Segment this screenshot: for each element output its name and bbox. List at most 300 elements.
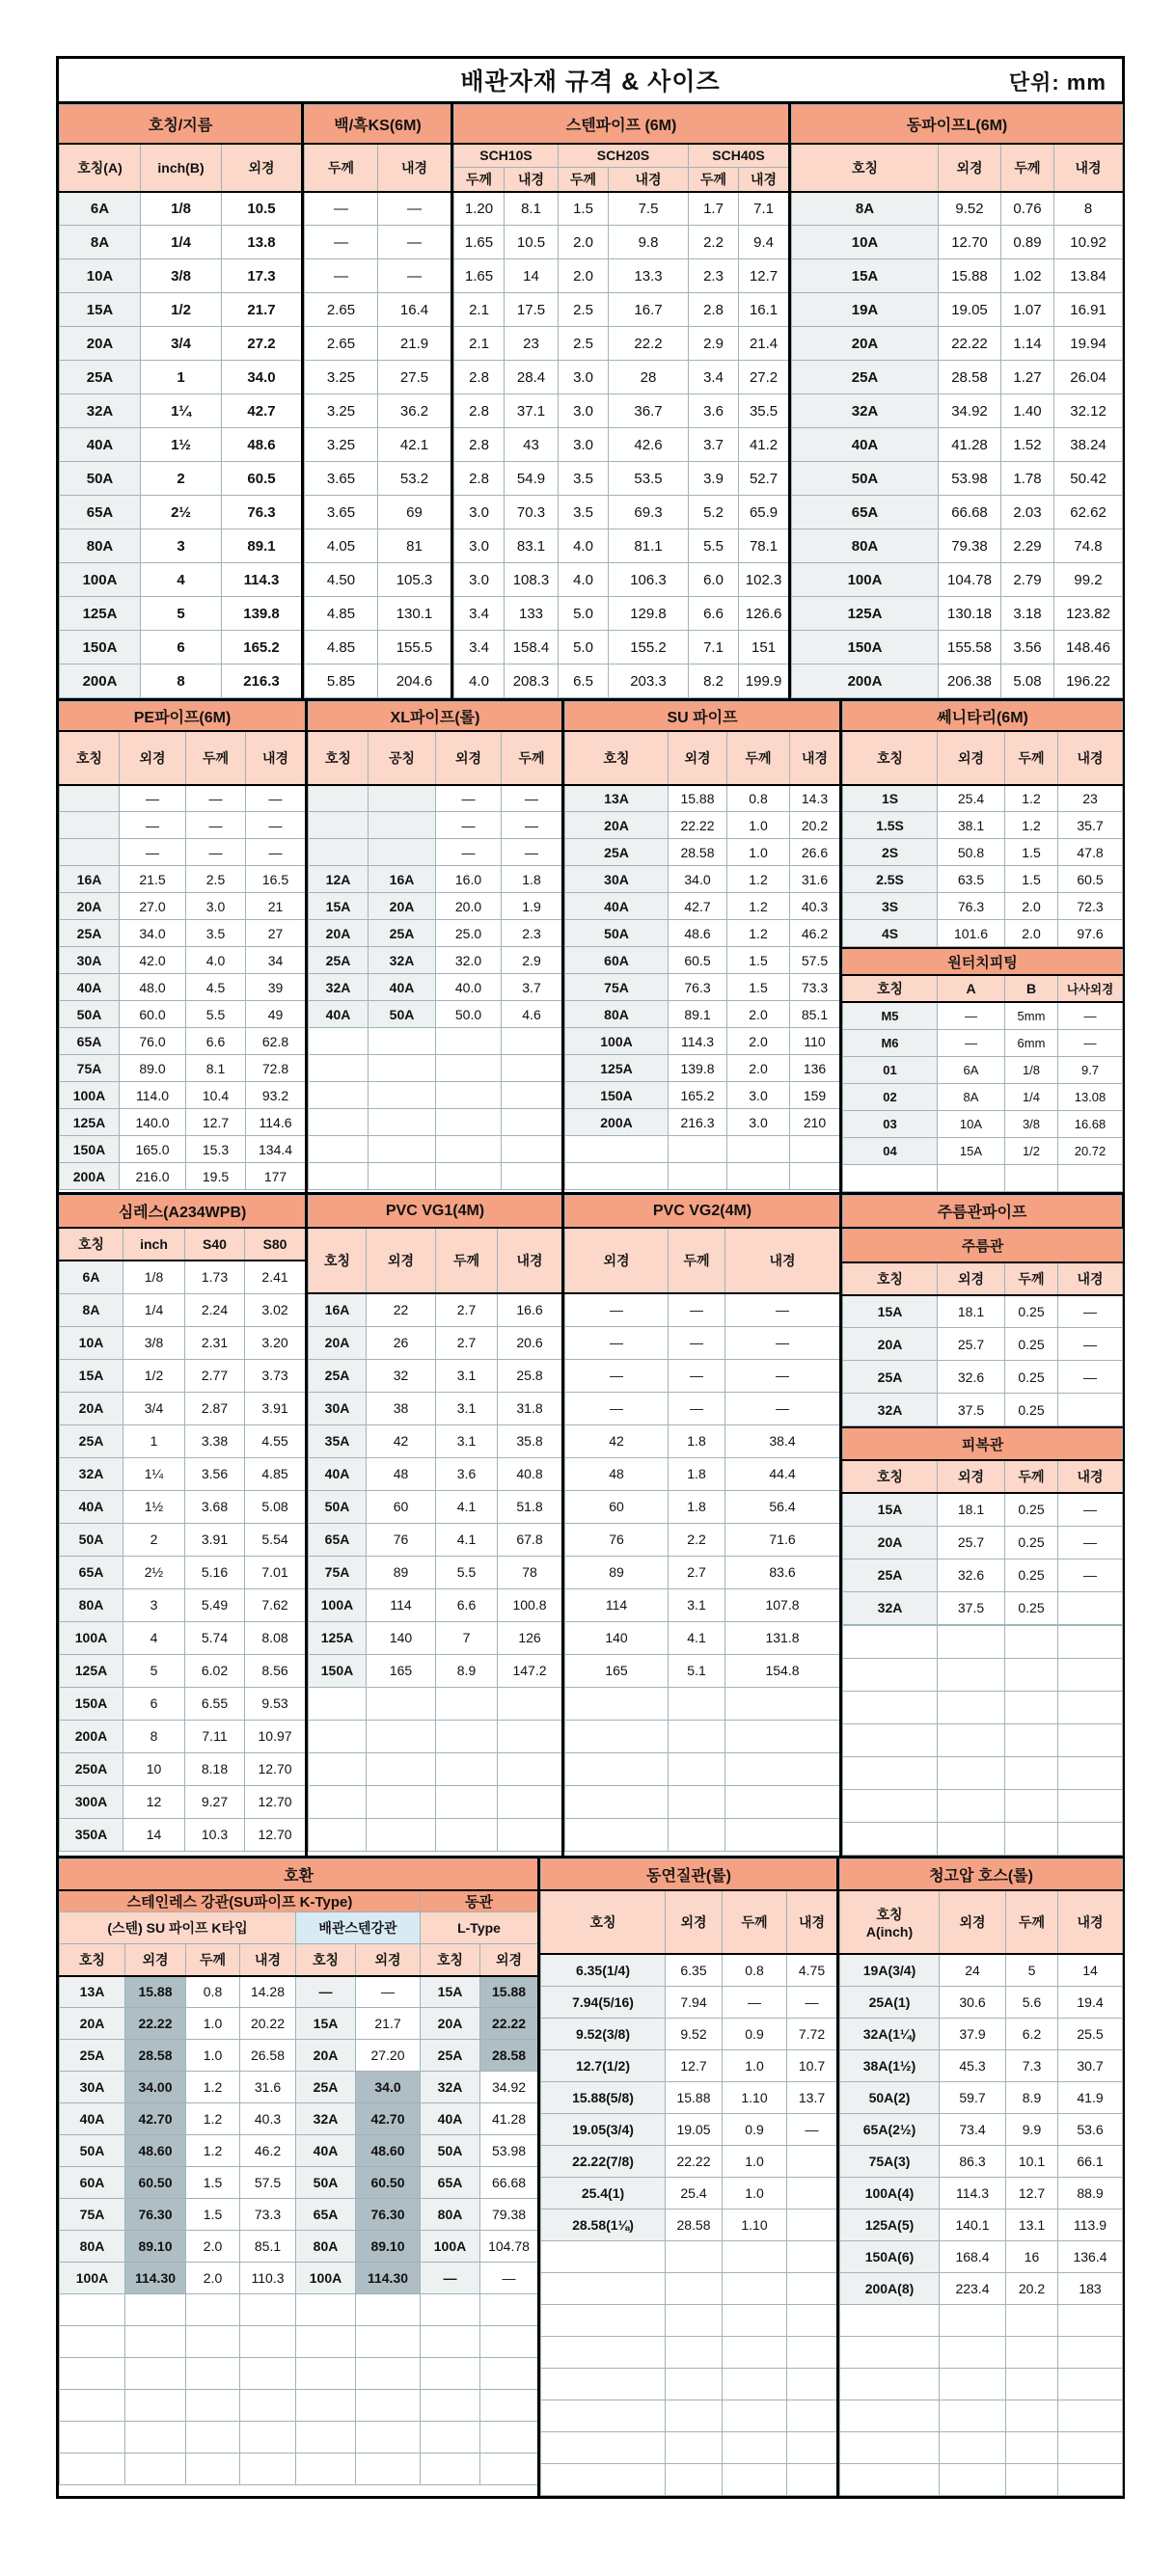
table-row [60,293,302,327]
table-cell: 40A [792,428,939,462]
table-cell: — [378,226,451,259]
table-cell: 40A [421,2103,480,2135]
table-cell [790,1136,840,1163]
table-cell: 32.6 [938,1361,1005,1394]
table-cell [666,2272,723,2304]
table-cell [356,2358,421,2390]
table-cell: 28.58 [939,361,1001,394]
table-cell: 40A [369,974,436,1001]
table-row [843,1526,1123,1559]
table-cell: 25A [843,1361,938,1394]
table-cell: — [378,259,451,293]
table-row [541,2081,837,2113]
table-row [840,2113,1123,2145]
col-header: 내경 [725,1228,840,1293]
table-cell [938,1658,1005,1691]
table-cell [125,2326,186,2358]
table-row [454,563,789,597]
seamless-table [59,1195,306,1852]
table-row [843,1056,1123,1083]
table-cell: 200A [60,1163,120,1190]
table-cell: 75A [565,974,669,1001]
table-cell: 101.6 [938,920,1005,947]
table-row [309,866,562,893]
table-cell: 16.68 [1058,1110,1123,1137]
table-cell: 54.9 [505,462,559,496]
block-su [561,701,839,1192]
table-cell: 50.0 [436,1001,502,1028]
table-row [309,1136,562,1163]
table-cell: 2 [141,462,222,496]
table-cell: 14 [123,1818,185,1851]
table-row [843,1625,1123,1658]
table-cell [666,2431,723,2463]
table-row [565,1424,840,1457]
table-cell: 3 [141,529,222,563]
table-cell: 32A [369,947,436,974]
table-cell: 20A [296,2040,356,2072]
table-cell: 10.1 [1006,2145,1058,2177]
table-cell: 2.7 [669,1556,725,1588]
table-row [565,1654,840,1687]
table-cell: 60A [60,2167,125,2199]
table-cell: 1.5 [727,947,790,974]
table-cell: 12.7 [1006,2177,1058,2209]
table-cell: — [186,839,246,866]
table-cell: 14 [505,259,559,293]
table-cell [565,1687,669,1720]
table-cell: — [356,1976,421,2008]
table-cell: 1S [843,785,938,812]
table-row [843,1029,1123,1056]
table-cell: 12.70 [245,1785,306,1818]
table-cell: 35.7 [1058,812,1123,839]
table-cell: 158.4 [505,631,559,664]
table-cell: 28.58 [125,2040,186,2072]
table-cell [938,1625,1005,1658]
table-cell: 53.2 [378,462,451,496]
table-cell: 1.0 [186,2008,240,2040]
table-cell: 40.0 [436,974,502,1001]
table-cell [240,2422,296,2454]
table-cell: 1 [141,361,222,394]
table-row [843,1137,1123,1164]
table-cell: — [669,1392,725,1424]
soft-copper-table [540,1858,837,2496]
ks-table [304,104,451,698]
table-cell [421,2390,480,2422]
table-cell [421,2454,480,2485]
table-cell: 206.38 [939,664,1001,698]
table-row [843,1691,1123,1723]
table-cell: — [725,1293,840,1326]
table-cell: 200A [60,1720,123,1752]
col-header: 외경 [356,1944,421,1976]
table-cell: 66.1 [1058,2145,1123,2177]
table-cell: 10A [938,1110,1005,1137]
table-cell: 3.4 [689,361,739,394]
group-header: 청고압 호스(롤) [840,1858,1123,1890]
table-cell: 0.25 [1005,1559,1058,1591]
table-cell: 56.4 [725,1490,840,1523]
table-row [843,920,1123,947]
table-row [60,2135,538,2167]
table-row [541,2463,837,2495]
table-cell: 3.0 [559,361,609,394]
table-cell: 99.2 [1054,563,1123,597]
table-cell: 40.8 [498,1457,562,1490]
table-cell: 2.0 [186,2231,240,2263]
table-cell [436,1818,498,1851]
block-pe [59,701,305,1192]
table-row [60,1490,306,1523]
table-cell: 130.1 [378,597,451,631]
table-cell: — [502,812,562,839]
col-header: 외경 [939,144,1001,192]
table-cell: 3.5 [559,496,609,529]
table-cell: 20.6 [498,1326,562,1359]
table-cell: 13.1 [1006,2209,1058,2240]
col-header: 두께 [436,1228,498,1293]
col-header: inch(B) [141,144,222,192]
col-header [840,1890,940,1954]
table-cell [369,1109,436,1136]
table-cell: 89.1 [222,529,302,563]
table-cell: 3S [843,893,938,920]
table-cell: 3.0 [454,529,505,563]
table-cell: 89.10 [356,2231,421,2263]
table-cell: 114.0 [120,1082,186,1109]
table-row [565,1818,840,1851]
table-row [309,1392,562,1424]
col-header: 내경 [498,1228,562,1293]
table-row [60,1359,306,1392]
table-cell: — [305,192,378,226]
table-cell: 28.58(1⅛) [541,2209,666,2240]
table-cell: 26.58 [240,2040,296,2072]
col-header: 호칭 [60,1228,123,1261]
table-cell [790,1163,840,1190]
table-cell: 42.7 [669,893,727,920]
table-cell: 2.65 [305,293,378,327]
table-cell: 200A [792,664,939,698]
table-cell: 1.5S [843,812,938,839]
table-cell: 38.4 [725,1424,840,1457]
table-cell: — [246,785,306,812]
table-row [60,1082,306,1109]
table-cell: 10A [60,1326,123,1359]
col-header: 두께 [1005,1460,1058,1493]
table-cell: 27.20 [356,2040,421,2072]
table-cell: 1.65 [454,226,505,259]
table-row [60,1818,306,1851]
table-cell: 30A [309,1392,367,1424]
table-cell [1058,1625,1123,1658]
table-cell: 1.2 [186,2103,240,2135]
table-cell [186,2358,240,2390]
table-cell: 8.18 [185,1752,245,1785]
table-cell [502,1109,562,1136]
table-cell: 2.8 [454,361,505,394]
table-cell: 76 [565,1523,669,1556]
table-cell: — [669,1359,725,1392]
table-cell: 3.0 [727,1109,790,1136]
table-cell [309,1136,369,1163]
table-cell: 48.60 [356,2135,421,2167]
table-cell: — [246,839,306,866]
table-cell: 32A [60,394,141,428]
table-row [541,2177,837,2209]
table-cell: 6 [123,1687,185,1720]
table-cell: 165.0 [120,1136,186,1163]
table-cell: 17.5 [505,293,559,327]
col-header: 두께 [1005,731,1058,785]
table-cell: 1.10 [723,2209,787,2240]
table-cell: 8 [123,1720,185,1752]
table-row [60,2422,538,2454]
table-cell: 6.02 [185,1654,245,1687]
table-cell: 65A [60,496,141,529]
table-cell: 3/4 [123,1392,185,1424]
table-cell: 131.8 [725,1621,840,1654]
table-cell: 34.92 [939,394,1001,428]
block-soft-copper [537,1858,836,2496]
block-copper [788,104,1122,698]
table-cell: 3.25 [305,361,378,394]
table-cell: 4.85 [245,1457,306,1490]
table-cell [309,1055,369,1082]
table-cell: 40A [60,428,141,462]
table-cell [502,1028,562,1055]
table-row [309,947,562,974]
table-cell: 1.65 [454,259,505,293]
table-cell: 10 [123,1752,185,1785]
table-cell: 7.01 [245,1556,306,1588]
table-cell: 12 [123,1785,185,1818]
table-cell: 140.1 [940,2209,1006,2240]
table-row [843,1658,1123,1691]
table-cell: 114 [565,1588,669,1621]
table-cell: 60.50 [125,2167,186,2199]
col-header: 내경 [787,1890,837,1954]
table-cell [669,1818,725,1851]
table-cell: 130.18 [939,597,1001,631]
table-row [454,496,789,529]
table-cell: 81.1 [609,529,689,563]
sub-group-header: L-Type [421,1912,538,1944]
table-cell: — [1058,1559,1123,1591]
table-row [60,259,302,293]
table-cell: — [1058,1493,1123,1526]
table-cell: 48.0 [120,974,186,1001]
table-cell: 42.0 [120,947,186,974]
table-cell [367,1752,436,1785]
table-cell: 1/4 [123,1293,185,1326]
table-cell: 62.8 [246,1028,306,1055]
col-header: 호칭 [843,731,938,785]
table-row [309,1001,562,1028]
table-cell: 148.46 [1054,631,1123,664]
table-row [840,2145,1123,2177]
table-cell: 3.65 [305,496,378,529]
table-cell: 42.70 [125,2103,186,2135]
table-row [792,462,1123,496]
table-cell: 2.3 [502,920,562,947]
table-cell: 16A [60,866,120,893]
table-cell: 9.52 [939,192,1001,226]
table-cell: 3.56 [1001,631,1054,664]
table-cell [666,2400,723,2431]
col-header: 외경 [938,731,1005,785]
table-row [541,2272,837,2304]
table-row [60,920,306,947]
table-row [565,1082,840,1109]
table-cell: 1¼ [141,394,222,428]
table-cell [240,2294,296,2326]
table-cell: 0.9 [723,2018,787,2049]
table-row [305,496,451,529]
table-row [309,785,562,812]
table-cell [296,2358,356,2390]
table-cell: 15.88 [669,785,727,812]
table-cell: 126.6 [739,597,789,631]
table-cell [669,1752,725,1785]
table-cell: — [186,812,246,839]
table-row [840,2240,1123,2272]
table-cell: 100.8 [498,1588,562,1621]
table-cell: 6.6 [436,1588,498,1621]
table-cell: 3.1 [436,1424,498,1457]
table-cell: — [246,812,306,839]
table-cell: 50A [60,1523,123,1556]
table-cell: 12.7(1/2) [541,2049,666,2081]
table-cell: 10.5 [505,226,559,259]
table-cell: 3 [123,1588,185,1621]
table-cell: 1.5 [1005,839,1058,866]
table-cell [60,2390,125,2422]
table-cell [1058,1756,1123,1789]
group-header: 동파이프L(6M) [792,105,1123,144]
table-cell [669,1136,727,1163]
col-header: 내경 [378,144,451,192]
table-cell: 8A [60,226,141,259]
group-header: XL파이프(롤) [309,702,562,731]
table-cell: 2.0 [727,1055,790,1082]
table-cell [367,1785,436,1818]
table-cell: 100A [309,1588,367,1621]
table-cell: 12.7 [739,259,789,293]
table-cell: 41.28 [480,2103,538,2135]
table-cell: 203.3 [609,664,689,698]
table-cell: 5mm [1005,1002,1058,1029]
block-compat [59,1858,537,2496]
table-cell [186,2422,240,2454]
section-compat-copper-hose [59,1856,1122,2496]
table-row [565,1720,840,1752]
table-cell: 50A [792,462,939,496]
table-cell: 80A [421,2199,480,2231]
table-cell: 48 [367,1457,436,1490]
table-cell: 75A [60,1055,120,1082]
table-cell: 50A [421,2135,480,2167]
col-header: SCH20S [559,144,689,168]
table-cell: 3.02 [245,1293,306,1326]
col-header: 두께 [559,168,609,192]
table-cell: 107.8 [725,1588,840,1621]
table-row [60,974,306,1001]
table-cell: 12.70 [245,1752,306,1785]
table-cell: 102.3 [739,563,789,597]
col-header: 호칭 [60,731,120,785]
table-cell: 216.3 [222,664,302,698]
col-header: 외경 [480,1944,538,1976]
table-cell: 4.5 [186,974,246,1001]
table-cell: 19.5 [186,1163,246,1190]
table-cell: 7.1 [689,631,739,664]
table-cell: 53.98 [939,462,1001,496]
table-row [309,1163,562,1190]
table-row [541,2304,837,2336]
table-cell: — [1058,1526,1123,1559]
table-cell: 140 [565,1621,669,1654]
table-cell: 25A [843,1559,938,1591]
table-cell: 26.04 [1054,361,1123,394]
table-row [840,2177,1123,2209]
table-cell: 3.73 [245,1359,306,1392]
table-cell: 100A [60,563,141,597]
table-cell: 25.7 [938,1328,1005,1361]
sub-group-header: 스테인레스 강관(SU파이프 K-Type) [60,1890,421,1912]
table-cell: 32A [843,1591,938,1624]
table-cell: 76.30 [125,2199,186,2231]
table-cell: 25A [565,839,669,866]
table-cell: 100A [565,1028,669,1055]
table-cell: 10A [60,259,141,293]
table-cell [725,1785,840,1818]
table-row [305,293,451,327]
table-cell: 2.2 [669,1523,725,1556]
table-cell [541,2272,666,2304]
table-cell: 6.6 [689,597,739,631]
table-cell: 46.2 [790,920,840,947]
table-cell: 9.4 [739,226,789,259]
table-cell: 10A [792,226,939,259]
table-cell: 89 [367,1556,436,1588]
table-cell: 50A [565,920,669,947]
table-cell: 8.1 [505,192,559,226]
copper-pipe-table [791,104,1123,698]
col-header: 두께 [454,168,505,192]
table-row [60,496,302,529]
col-header: 호칭 [60,1944,125,1976]
table-cell: 2.8 [454,462,505,496]
table-cell: 6.5 [559,664,609,698]
table-cell [541,2400,666,2431]
col-header: 외경 [125,1944,186,1976]
table-cell: 5.1 [669,1654,725,1687]
table-cell: 4.85 [305,631,378,664]
table-row [843,1110,1123,1137]
table-row [843,893,1123,920]
table-row [565,839,840,866]
table-row [843,1328,1123,1361]
table-cell: 16.91 [1054,293,1123,327]
table-cell [1058,2304,1123,2336]
table-cell: 42 [565,1424,669,1457]
table-cell [421,2294,480,2326]
high-pressure-hose-table [839,1858,1123,2496]
table-cell: 30A [60,2072,125,2103]
